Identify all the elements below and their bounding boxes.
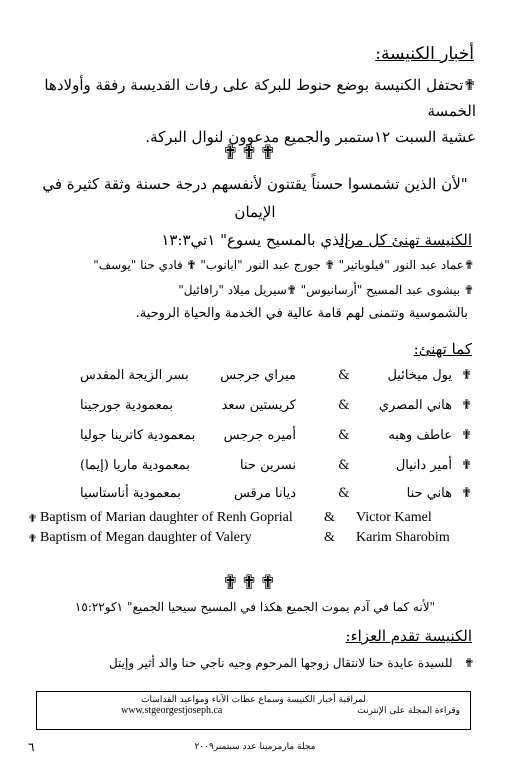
section-title-news: أخبار الكنيسة: — [375, 44, 474, 64]
occasion: بسر الزيجة المقدس — [80, 368, 189, 383]
congrats-row-2: ✟ بيشوى عبد المسيح "أرسانيوس" ✟سيريل ميلاد "رافائيل" — [178, 283, 474, 297]
news-line-2: عشية السبت ١٢ستمبر والجميع مدعوون لنوال البركة. — [145, 128, 476, 146]
couple-row — [0, 428, 510, 450]
cross-icon: ✟ — [461, 428, 472, 443]
ampersand: & — [338, 486, 350, 501]
ampersand: & — [338, 398, 350, 413]
ampersand: & — [324, 510, 335, 525]
occasion: بمعمودية جورجينا — [80, 398, 174, 413]
page-number: ٦ — [28, 740, 35, 754]
quote-line-2: الذي بالمسيح يسوع" ١تي١٣:٣ — [161, 231, 349, 249]
husband-name: عاطف وهبه — [388, 428, 452, 443]
quote-line-1: "لأن الذين تشمسوا حسناً يقتنون لأنفسهم درجة حسنة وثقة كثيرة في الإيمان — [42, 175, 468, 221]
english-row — [28, 510, 488, 530]
husband-name: أمير دانيال — [395, 458, 452, 473]
wife-name: أميره جرجس — [223, 428, 296, 443]
ampersand: & — [338, 368, 350, 383]
wife-name: ديانا مرقس — [233, 486, 296, 501]
husband-name: هاني المصري — [378, 398, 452, 413]
ampersand: & — [338, 428, 350, 443]
journal-footer: مجلة مارمرمينا عدد سبتمبر٢٠٠٩ — [194, 742, 316, 752]
english-name: Karim Sharobim — [356, 530, 450, 545]
occasion: بمعمودية كاترينا جوليا — [80, 428, 196, 443]
website-link[interactable]: www.stgeorgestjoseph.ca — [121, 705, 223, 716]
cross-icon: ✟ — [463, 656, 474, 670]
wife-name: ميراي جرجس — [220, 368, 296, 383]
cross-icon: ✟ — [461, 458, 472, 473]
english-name: Victor Kamel — [356, 510, 432, 525]
occasion: بمعمودية ماريا (إيما) — [80, 458, 190, 473]
condolences-line: ✟ للسيدة عايدة حنا لانتقال زوجها المرحوم وجيه ناجي حنا والد أثير وإيتل — [108, 656, 474, 670]
wife-name: نسرين حنا — [240, 458, 296, 473]
ampersand: & — [338, 458, 350, 473]
section-title-condolences: الكنيسة تقدم العزاء: — [345, 627, 472, 645]
english-row — [28, 530, 488, 550]
english-baptism-text: Baptism of Megan daughter of Valery — [40, 530, 252, 545]
congrats-row-3: بالشموسية وتتمنى لهم قامة عالية في الخدمة والحياة الروحية. — [135, 306, 468, 321]
notice-line-2: وقراءة المجلة على الإنترنت — [357, 706, 460, 716]
quote-2: "لأنه كما في آدم يموت الجميع هكذا في المسيح سيحيا الجميع" ١كو١٥:٢٢ — [74, 600, 436, 614]
website-notice-box — [36, 691, 471, 730]
news-line-1: ✟تحتفل الكنيسة بوضع حنوط للبركة على رفات القديسة رفقة وأولادها الخمسة — [44, 76, 476, 120]
congrats-row-1: ✟عماد عبد النور "فيلوباتير" ✟ جورج عبد النور "ابانوب" ✟ فادي حنا "يوسف" — [93, 258, 474, 272]
cross-icon: ✟ — [461, 368, 472, 383]
ampersand: & — [324, 530, 335, 545]
couple-row — [0, 368, 510, 390]
cross-icon: ✟ — [463, 76, 476, 94]
english-baptism-text: Baptism of Marian daughter of Renh Goprial — [40, 510, 293, 525]
section-title-congrats: الكنيسة تهنئ كل من: — [339, 231, 472, 249]
cross-icon: ✟ — [28, 512, 38, 525]
cross-icon: ✟ — [461, 398, 472, 413]
wife-name: كريستين سعد — [221, 398, 296, 413]
couple-row — [0, 458, 510, 480]
crosses-divider: ✟✟✟ — [222, 140, 279, 164]
crosses-divider: ✟✟✟ — [222, 570, 279, 594]
cross-icon: ✟ — [461, 486, 472, 501]
couple-row — [0, 486, 510, 508]
couple-row — [0, 398, 510, 420]
husband-name: يول ميخائيل — [387, 368, 452, 383]
husband-name: هاني حنا — [406, 486, 452, 501]
occasion: بمعمودية أناستاسيا — [80, 486, 181, 501]
news-paragraph — [34, 72, 476, 150]
notice-line-1: لمراقبة أخبار الكنيسة وسماع عظات الآباء ومواعيد القداسات — [141, 695, 366, 705]
cross-icon: ✟ — [28, 532, 38, 545]
section-title-also: كما تهنئ: — [413, 340, 472, 358]
